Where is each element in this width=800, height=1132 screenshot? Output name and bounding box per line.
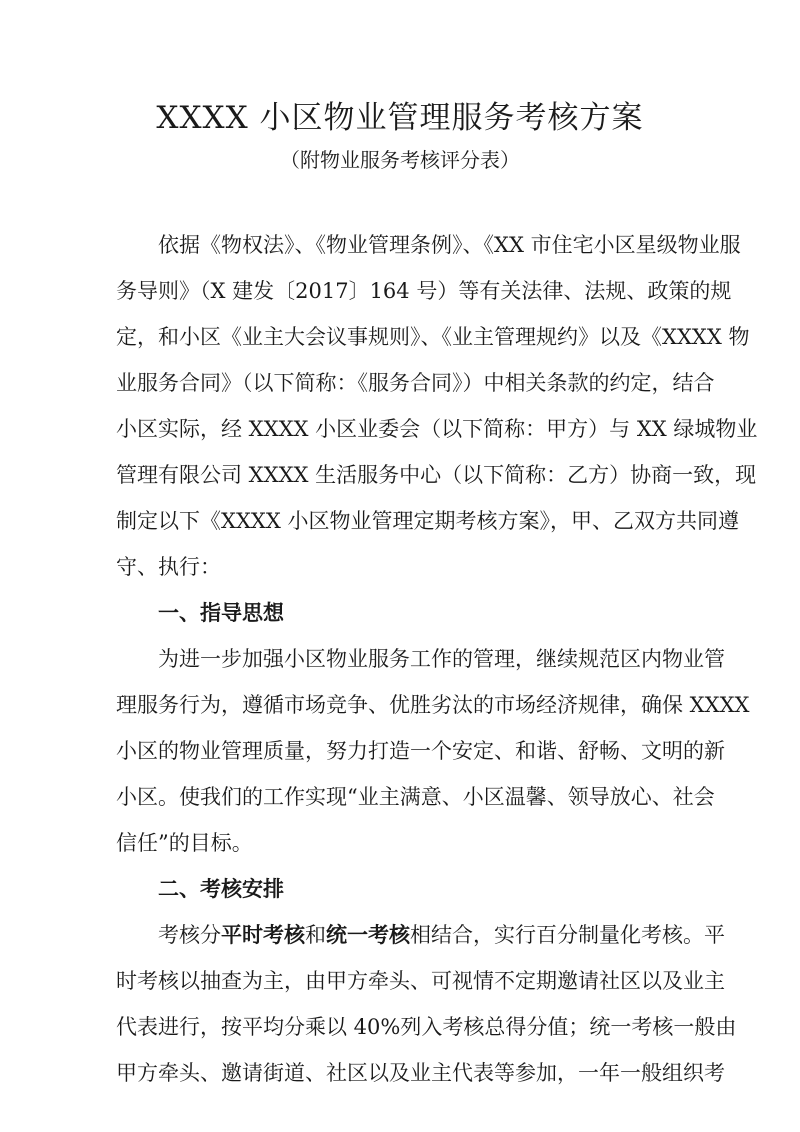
paragraph-line: 定，和小区《业主大会议事规则》、《业主管理规约》以及《XXXX 物	[116, 325, 750, 349]
document-subtitle: （附物业服务考核评分表）	[280, 148, 520, 172]
paragraph-line: 依据《物权法》、《物业管理条例》、《XX 市住宅小区星级物业服	[158, 233, 741, 257]
paragraph-line: 为进一步加强小区物业服务工作的管理，继续规范区内物业管	[158, 647, 725, 671]
section-heading: 二、考核安排	[158, 876, 284, 901]
paragraph-line: 甲方牵头、邀请街道、社区以及业主代表等参加，一年一般组织考	[116, 1061, 725, 1085]
paragraph-line: 小区实际，经 XXXX 小区业委会（以下简称：甲方）与 XX 绿城物业	[116, 417, 758, 441]
text-run: 相结合，实行百分制量化考核。平	[410, 923, 725, 947]
paragraph-line: 理服务行为，遵循市场竞争、优胜劣汰的市场经济规律，确保 XXXX	[116, 693, 750, 717]
text-run: 和	[305, 923, 326, 947]
paragraph-line: 小区。使我们的工作实现“业主满意、小区温馨、领导放心、社会	[116, 785, 715, 809]
paragraph-line: 制定以下《XXXX 小区物业管理定期考核方案》，甲、乙双方共同遵	[116, 509, 739, 533]
paragraph-line: 管理有限公司 XXXX 生活服务中心（以下简称：乙方）协商一致，现	[116, 463, 757, 487]
text-run: 考核分	[158, 923, 221, 947]
paragraph-line: 时考核以抽查为主，由甲方牵头、可视情不定期邀请社区以及业主	[116, 969, 725, 993]
section-heading: 一、指导思想	[158, 600, 284, 625]
paragraph-line	[158, 920, 725, 950]
bold-term: 平时考核	[221, 922, 305, 947]
paragraph-line: 小区的物业管理质量，努力打造一个安定、和谐、舒畅、文明的新	[116, 739, 725, 763]
paragraph-line: 守、执行：	[116, 555, 221, 579]
document-title: XXXX 小区物业管理服务考核方案	[156, 100, 644, 136]
paragraph-line: 业服务合同》（以下简称：《服务合同》）中相关条款的约定，结合	[116, 371, 715, 395]
paragraph-line: 信任”的目标。	[116, 831, 253, 855]
paragraph-line: 务导则》（X 建发〔2017〕164 号）等有关法律、法规、政策的规	[116, 279, 732, 303]
paragraph-line: 代表进行，按平均分乘以 40%列入考核总得分值；统一考核一般由	[116, 1015, 737, 1039]
bold-term: 统一考核	[326, 922, 410, 947]
